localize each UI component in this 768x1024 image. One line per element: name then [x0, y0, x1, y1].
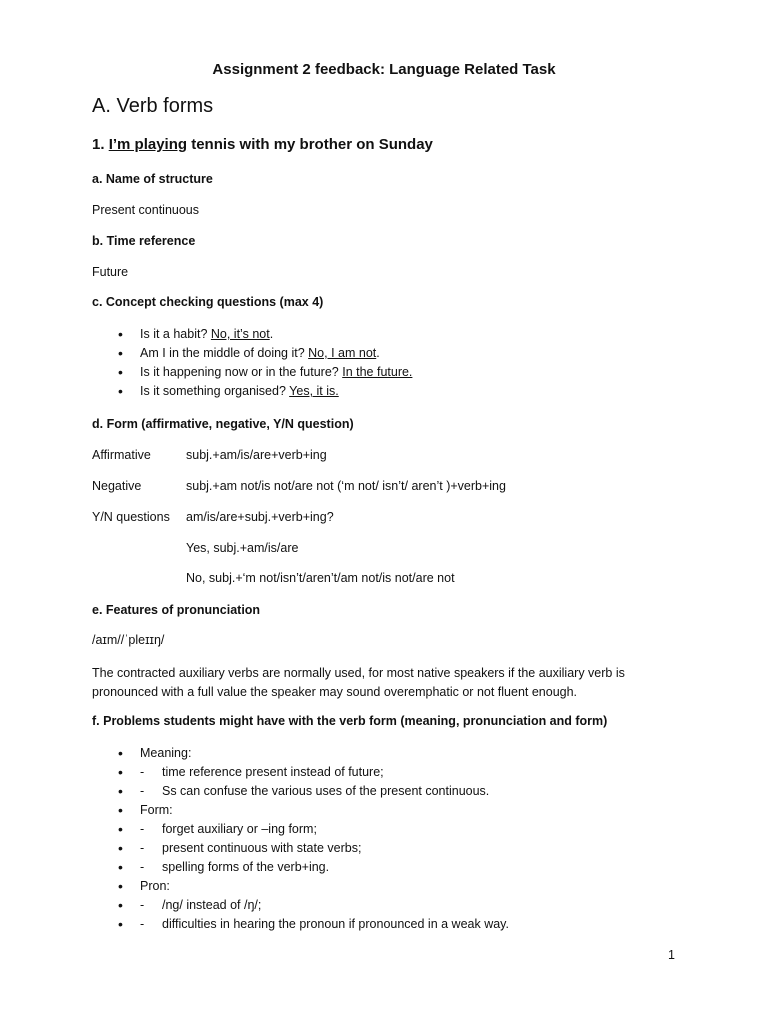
page-number: 1 [668, 948, 675, 962]
ipa-transcription: /aɪm//ˈpleɪɪŋ/ [92, 633, 165, 647]
form-row-name: Y/N questions [92, 510, 170, 524]
list-item: • - time reference present instead of future; [118, 763, 509, 782]
list-item: • Meaning: [118, 744, 509, 763]
form-row-value: am/is/are+subj.+verb+ing? [186, 510, 334, 524]
list-item: • - /ng/ instead of /ŋ/; [118, 896, 509, 915]
list-item: • Is it a habit? No, it’s not. [118, 325, 412, 344]
label-time-reference: b. Time reference [92, 234, 196, 248]
value-name-of-structure: Present continuous [92, 203, 200, 217]
label-pronunciation: e. Features of pronunciation [92, 603, 261, 617]
list-item: • - forget auxiliary or –ing form; [118, 820, 509, 839]
pronunciation-paragraph: The contracted auxiliary verbs are normally used, for most native speakers if the auxiliary verb is pronounced with a full value the speaker may sound overemphatic or not fluent enough. [92, 666, 625, 699]
list-item: • Pron: [118, 877, 509, 896]
problems-list [118, 744, 509, 934]
section-heading-verb-forms: A. Verb forms [92, 95, 214, 117]
form-row-value: subj.+am/is/are+verb+ing [186, 448, 327, 462]
list-item: • - spelling forms of the verb+ing. [118, 858, 509, 877]
list-item: • - Ss can confuse the various uses of the present continuous. [118, 782, 509, 801]
item-rest-of-sentence: tennis with my brother on Sunday [187, 136, 433, 153]
list-item: • - difficulties in hearing the pronoun if pronounced in a weak way. [118, 915, 509, 934]
list-item: • - present continuous with state verbs; [118, 839, 509, 858]
list-item: • Is it happening now or in the future? In the future. [118, 363, 412, 382]
value-time-reference: Future [92, 265, 129, 279]
list-item: • Form: [118, 801, 509, 820]
item-underlined-phrase: I’m playing [108, 136, 188, 153]
item-heading [92, 136, 433, 153]
label-concept-checking-questions: c. Concept checking questions (max 4) [92, 295, 324, 309]
document-title: Assignment 2 feedback: Language Related Task [212, 61, 556, 78]
ccq-list [118, 325, 412, 401]
short-answer-yes: Yes, subj.+am/is/are [186, 541, 299, 555]
item-number: 1. [92, 136, 105, 153]
list-item: • Am I in the middle of doing it? No, I am not. [118, 344, 412, 363]
list-item: • Is it something organised? Yes, it is. [118, 382, 412, 401]
form-row-name: Negative [92, 479, 142, 493]
form-row-name: Affirmative [92, 448, 151, 462]
short-answer-no: No, subj.+‘m not/isn’t/aren’t/am not/is not/are not [186, 571, 455, 585]
form-row-value: subj.+am not/is not/are not (‘m not/ isn’t/ aren’t )+verb+ing [186, 479, 506, 493]
label-problems: f. Problems students might have with the verb form (meaning, pronunciation and form) [92, 714, 608, 728]
label-name-of-structure: a. Name of structure [92, 172, 213, 186]
label-form: d. Form (affirmative, negative, Y/N question) [92, 417, 354, 431]
